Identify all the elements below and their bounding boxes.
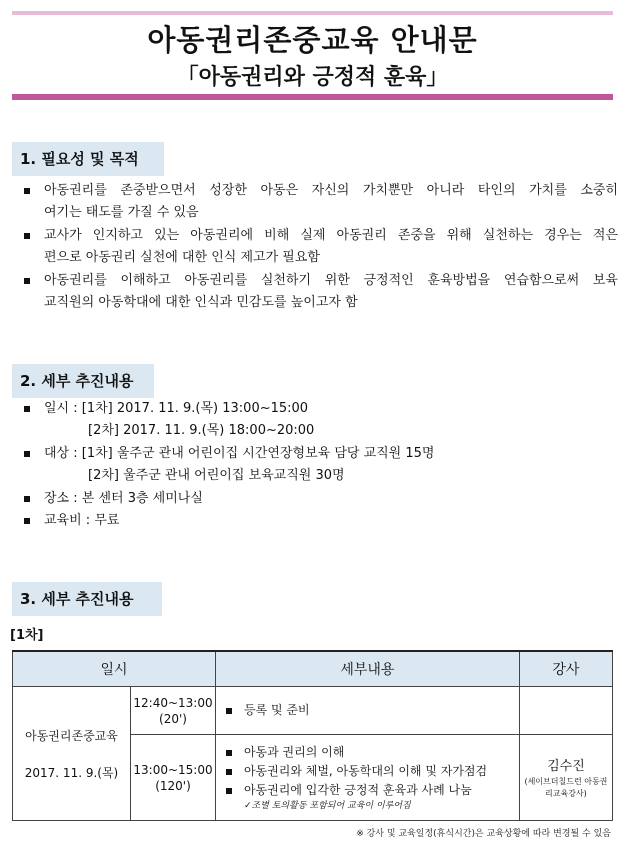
event-date: 2017. 11. 9.(목) xyxy=(24,765,119,780)
place-line: 장소 : 본 센터 3층 세미나실 xyxy=(44,491,203,506)
schedule-line-1: 일시 : [1차] 2017. 11. 9.(목) 13:00~15:00 xyxy=(44,401,309,416)
round-label: [1차] xyxy=(10,628,44,643)
table-header-row xyxy=(13,651,613,687)
content-list xyxy=(216,743,519,800)
time-range: 13:00~15:00 xyxy=(133,762,213,777)
section3-heading: 3. 세부 추진내용 xyxy=(12,582,162,616)
item-line: 아동권리를 존중받으면서 성장한 아동은 자신의 가치뿐만 아니라 타인의 가치를 소중히 xyxy=(44,183,618,198)
content-item xyxy=(226,762,519,781)
content-cell xyxy=(215,687,519,735)
document-subtitle: 「아동권리와 긍정적 훈육」 xyxy=(176,65,449,90)
place-item xyxy=(24,488,618,510)
header-cell-datetime: 일시 xyxy=(13,651,216,687)
section2-heading: 2. 세부 추진내용 xyxy=(12,364,154,398)
section1-item-2 xyxy=(24,225,618,269)
table-row xyxy=(13,687,613,735)
header-cell-lecturer: 강사 xyxy=(519,651,612,687)
item-line: 편으로 아동권리 실천에 대한 인식 제고가 필요함 xyxy=(44,250,320,265)
section1-item-1 xyxy=(24,180,618,224)
bullet-square-icon xyxy=(24,406,30,412)
content-item xyxy=(226,743,519,762)
content-item xyxy=(226,781,519,800)
bullet-square-icon xyxy=(24,496,30,502)
bullet-square-icon xyxy=(226,788,232,794)
lecturer-cell xyxy=(519,687,612,735)
fee-line: 교육비 : 무료 xyxy=(44,513,120,528)
content-note: ✓조별 토의활동 포함되어 교육이 이루어짐 xyxy=(243,800,411,811)
bullet-square-icon xyxy=(24,518,30,524)
item-line: 교직원의 아동학대에 대한 인식과 민감도를 높이고자 함 xyxy=(44,295,358,310)
schedule-line-2: [2차] 2017. 11. 9.(목) 18:00~20:00 xyxy=(88,423,315,438)
header-top-bar xyxy=(12,11,613,15)
duration: (20') xyxy=(159,711,187,726)
target-line-2: [2차] 울주군 관내 어린이집 보육교직원 30명 xyxy=(88,468,345,483)
content-item-text: 아동권리와 체벌, 아동학대의 이해 및 자가점검 xyxy=(243,763,488,778)
content-list xyxy=(216,701,519,720)
duration: (120') xyxy=(155,778,191,793)
bullet-square-icon xyxy=(24,233,30,239)
bullet-square-icon xyxy=(24,188,30,194)
bullet-square-icon xyxy=(226,769,232,775)
time-range: 12:40~13:00 xyxy=(133,695,213,710)
target-item xyxy=(24,443,618,487)
footnote: ※ 강사 및 교육일정(휴식시간)은 교육상황에 따라 변경될 수 있음 xyxy=(356,829,611,839)
lecturer-name: 김수진 xyxy=(547,759,585,774)
schedule-table xyxy=(12,650,613,821)
item-line: 여기는 태도를 가질 수 있음 xyxy=(44,205,199,220)
event-cell xyxy=(13,687,131,821)
content-item-text: 등록 및 준비 xyxy=(243,703,310,717)
bullet-square-icon xyxy=(24,278,30,284)
bullet-square-icon xyxy=(226,750,232,756)
target-line-1: 대상 : [1차] 울주군 관내 어린이집 시간연장형보육 담당 교직원 15명 xyxy=(44,446,435,461)
header-bottom-bar xyxy=(12,94,613,100)
document-title: 아동권리존중교육 안내문 xyxy=(147,23,478,57)
time-cell xyxy=(131,687,216,735)
item-line: 교사가 인지하고 있는 아동권리에 비해 실제 아동권리 존중을 위해 실천하는 경우는 적은 xyxy=(44,228,618,243)
item-line: 아동권리를 이해하고 아동권리를 실천하기 위한 긍정적인 훈육방법을 연습함으로써 보육 xyxy=(44,273,618,288)
section1-item-3 xyxy=(24,270,618,314)
time-cell xyxy=(131,735,216,821)
content-item-text: 아동권리에 입각한 긍정적 훈육과 사례 나눔 xyxy=(243,782,472,797)
content-item-text: 아동과 권리의 이해 xyxy=(243,744,345,759)
bullet-square-icon xyxy=(24,451,30,457)
lecturer-cell xyxy=(519,735,612,821)
section1-heading: 1. 필요성 및 목적 xyxy=(12,142,164,176)
fee-item xyxy=(24,510,618,532)
event-name: 아동권리존중교육 xyxy=(25,728,118,743)
header-cell-content: 세부내용 xyxy=(215,651,519,687)
bullet-square-icon xyxy=(226,708,232,714)
lecturer-org: (세이브더칠드런 아동권리교육강사) xyxy=(524,777,608,798)
content-cell xyxy=(215,735,519,821)
content-item xyxy=(226,701,519,720)
schedule-item xyxy=(24,398,618,442)
